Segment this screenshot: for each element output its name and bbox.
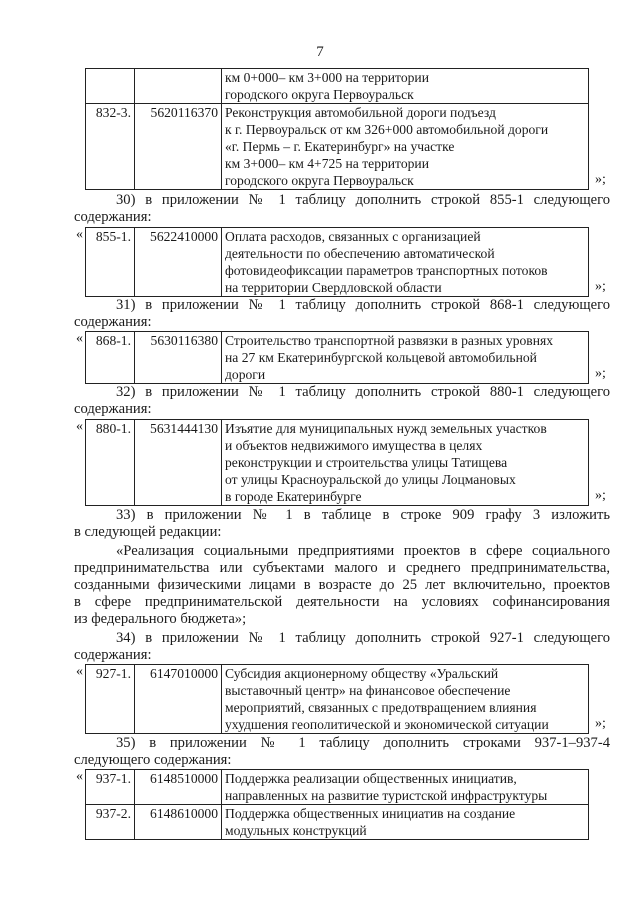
table-row bbox=[86, 665, 589, 734]
table-row bbox=[86, 770, 589, 805]
row-description bbox=[222, 420, 589, 506]
table-block-937 bbox=[76, 769, 589, 840]
desc-line: Реконструкция автомобильной дороги подъезд bbox=[225, 105, 496, 120]
row-number: 937-1. bbox=[86, 770, 135, 805]
amendment-table bbox=[85, 68, 589, 190]
row-description bbox=[222, 104, 589, 190]
desc-line: км 3+000– км 4+725 на территории bbox=[225, 156, 429, 171]
desc-line: дороги bbox=[225, 367, 266, 382]
paragraph-33-quote: «Реализация социальными предприятиями проектов в сфере социального предпринимательства или субъектами малого и среднего предпринимательства, созданными физическими лицами в возрасте до 25 лет включительно, проектов в сфере предпринимательской деятельности на условиях софинансирования из федерального бюджета»; bbox=[74, 543, 610, 627]
row-code: 5631444130 bbox=[135, 420, 222, 506]
table-row bbox=[86, 228, 589, 297]
table-block-880 bbox=[76, 419, 606, 506]
row-description bbox=[222, 665, 589, 734]
row-number: 868-1. bbox=[86, 332, 135, 384]
desc-line: Поддержка общественных инициатив на создание bbox=[225, 806, 516, 821]
row-description bbox=[222, 228, 589, 297]
closing-quote: »; bbox=[595, 279, 606, 294]
closing-quote: »; bbox=[595, 488, 606, 503]
amendment-table bbox=[85, 664, 589, 734]
desc-line: городского округа Первоуральск bbox=[225, 87, 414, 102]
opening-quote: « bbox=[76, 227, 83, 242]
row-description bbox=[222, 69, 589, 104]
row-code: 6147010000 bbox=[135, 665, 222, 734]
table-row bbox=[86, 805, 589, 840]
row-number: 937-2. bbox=[86, 805, 135, 840]
page-number: 7 bbox=[316, 44, 324, 60]
amendment-table bbox=[85, 227, 589, 297]
table-row bbox=[86, 420, 589, 506]
desc-line: направленных на развитие туристской инфраструктуры bbox=[225, 788, 548, 803]
row-description bbox=[222, 770, 589, 805]
desc-line: км 0+000– км 3+000 на территории bbox=[225, 70, 429, 85]
row-number: 855-1. bbox=[86, 228, 135, 297]
desc-line: выставочный центр» на финансовое обеспечение bbox=[225, 683, 511, 698]
opening-quote: « bbox=[76, 769, 83, 784]
opening-quote: « bbox=[76, 331, 83, 346]
opening-quote: « bbox=[76, 664, 83, 679]
paragraph-32: 32) в приложении № 1 таблицу дополнить строкой 880-1 следующего содержания: bbox=[74, 384, 610, 417]
row-number: 927-1. bbox=[86, 665, 135, 734]
desc-line: «г. Пермь – г. Екатеринбург» на участке bbox=[225, 139, 455, 154]
desc-line: Изъятие для муниципальных нужд земельных участков bbox=[225, 421, 547, 436]
desc-line: от улицы Красноуральской до улицы Лоцмановых bbox=[225, 472, 516, 487]
table-row bbox=[86, 104, 589, 190]
desc-line: деятельности по обеспечению автоматической bbox=[225, 246, 495, 261]
row-description bbox=[222, 805, 589, 840]
desc-line: на 27 км Екатеринбургской кольцевой автомобильной bbox=[225, 350, 537, 365]
table-block-868 bbox=[76, 331, 606, 384]
desc-line: мероприятий, связанных с предотвращением влияния bbox=[225, 700, 537, 715]
row-code bbox=[135, 69, 222, 104]
row-number: 880-1. bbox=[86, 420, 135, 506]
row-code: 6148510000 bbox=[135, 770, 222, 805]
amendment-table bbox=[85, 769, 589, 840]
row-code: 5622410000 bbox=[135, 228, 222, 297]
desc-line: в городе Екатеринбурге bbox=[225, 489, 362, 504]
closing-quote: »; bbox=[595, 366, 606, 381]
paragraph-31: 31) в приложении № 1 таблицу дополнить строкой 868-1 следующего содержания: bbox=[74, 297, 610, 330]
desc-line: на территории Свердловской области bbox=[225, 280, 442, 295]
paragraph-33: 33) в приложении № 1 в таблице в строке 909 графу 3 изложить в следующей редакции: bbox=[74, 507, 610, 540]
table-block-855 bbox=[76, 227, 606, 297]
desc-line: Субсидия акционерному обществу «Уральский bbox=[225, 666, 499, 681]
table-row bbox=[86, 69, 589, 104]
desc-line: модульных конструкций bbox=[225, 823, 367, 838]
amendment-table bbox=[85, 331, 589, 384]
closing-quote: »; bbox=[595, 172, 606, 187]
row-code: 5630116380 bbox=[135, 332, 222, 384]
desc-line: Поддержка реализации общественных инициатив, bbox=[225, 771, 517, 786]
paragraph-30: 30) в приложении № 1 таблицу дополнить строкой 855-1 следующего содержания: bbox=[74, 192, 610, 225]
desc-line: городского округа Первоуральск bbox=[225, 173, 414, 188]
opening-quote: « bbox=[76, 419, 83, 434]
closing-quote: »; bbox=[595, 716, 606, 731]
paragraph-34: 34) в приложении № 1 таблицу дополнить строкой 927-1 следующего содержания: bbox=[74, 630, 610, 663]
paragraph-35: 35) в приложении № 1 таблицу дополнить строками 937-1–937-4 следующего содержания: bbox=[74, 735, 610, 768]
desc-line: к г. Первоуральск от км 326+000 автомобильной дороги bbox=[225, 122, 549, 137]
desc-line: реконструкции и строительства улицы Татищева bbox=[225, 455, 508, 470]
row-code: 5620116370 bbox=[135, 104, 222, 190]
desc-line: фотовидеофиксации параметров транспортных потоков bbox=[225, 263, 548, 278]
desc-line: Строительство транспортной развязки в разных уровнях bbox=[225, 333, 554, 348]
table-block-832 bbox=[85, 68, 606, 190]
table-row bbox=[86, 332, 589, 384]
desc-line: и объектов недвижимого имущества в целях bbox=[225, 438, 483, 453]
desc-line: ухудшения геополитической и экономической ситуации bbox=[225, 717, 549, 732]
row-description bbox=[222, 332, 589, 384]
row-number bbox=[86, 69, 135, 104]
row-code: 6148610000 bbox=[135, 805, 222, 840]
desc-line: Оплата расходов, связанных с организацией bbox=[225, 229, 481, 244]
row-number: 832-3. bbox=[86, 104, 135, 190]
table-block-927 bbox=[76, 664, 606, 734]
amendment-table bbox=[85, 419, 589, 506]
